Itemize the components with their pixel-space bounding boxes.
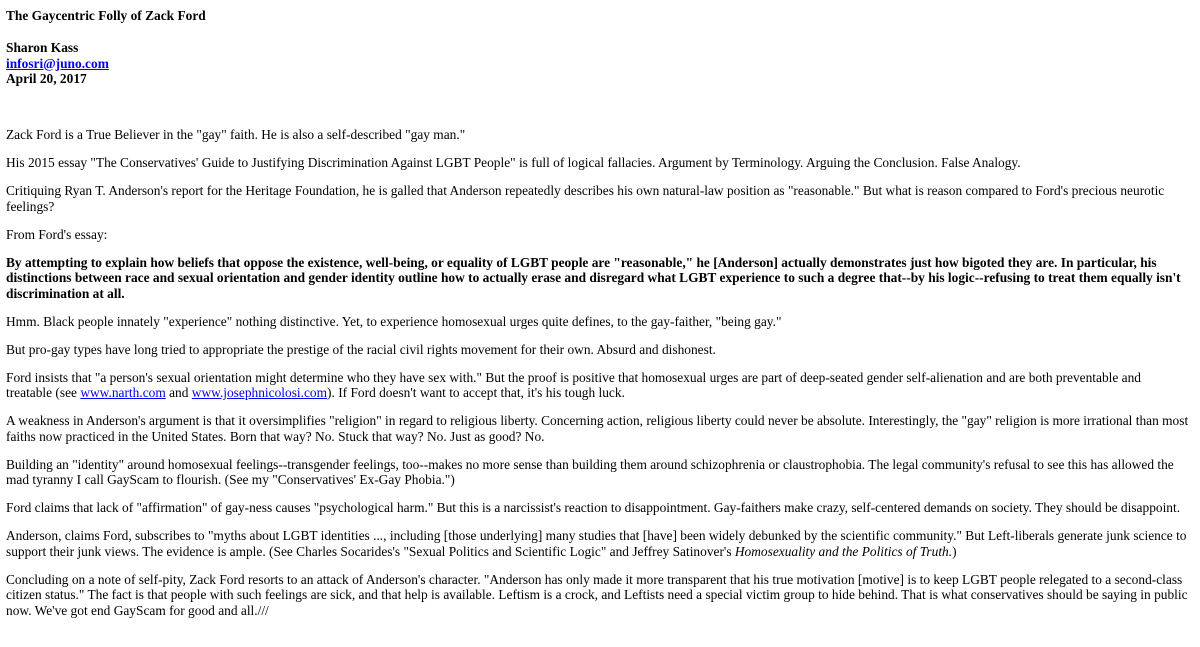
author-block (6, 40, 109, 87)
paragraph-9: Building an "identity" around homosexual feelings--transgender feelings, too--makes no more sense than building them around schizophrenia or claustrophobia. The legal community's refusal to see this has allowed the mad tyranny I call GayScam to flourish. (See my "Conservatives' Ex-Gay Phobia.") (6, 456, 1174, 487)
paragraph-10: Ford claims that lack of "affirmation" of gay-ness causes "psychological harm." But this is a narcissist's reaction to disappointment. Gay-faithers make crazy, self-centered demands on society. They should be disappoint. (6, 500, 1181, 515)
narth-link[interactable]: www.narth.com (80, 385, 166, 400)
josephnicolosi-link[interactable]: www.josephnicolosi.com (191, 385, 328, 400)
paragraph-11-text-b: ) (952, 543, 957, 559)
paragraph-7-text-b: and (165, 385, 192, 400)
article-body (6, 127, 1190, 631)
paragraph-7-text-a: Ford insists that "a person's sexual orientation might determine who they have sex with." But the proof is positive that homosexual urges are part of deep-seated gender self-alienation and are both preventable and treatable (see (6, 369, 1141, 400)
block-quote: By attempting to explain how beliefs that oppose the existence, well-being, or equality of LGBT people are "reasonable," he [Anderson] actually demonstrates just how bigoted they are. In particular, his distinctions between race and sexual orientation and gender identity outline how to actually erase and disregard what LGBT experience to such a degree that--by his logic--refusing to treat them equally isn't discrimination at all. (6, 254, 1181, 301)
paragraph-6: But pro-gay types have long tried to appropriate the prestige of the racial civil rights movement for their own. Absurd and dishonest. (6, 341, 716, 357)
paragraph-7 (6, 370, 1190, 401)
paragraph-7-text-c: ). If Ford doesn't want to accept that, it's his tough luck. (327, 385, 625, 400)
paragraph-4: From Ford's essay: (6, 226, 108, 242)
paragraph-12: Concluding on a note of self-pity, Zack Ford resorts to an attack of Anderson's character. "Anderson has only made it more transparent that his true motivation [motive] is to keep LGBT people relegated to a second-class citizen status." The fact is that people with such feelings are sick, and that help is available. Leftism is a crock, and Leftists need a special victim group to hide behind. That is what conservatives should be saying in public now. We've got end GayScam for good and all./// (6, 571, 1188, 618)
paragraph-1: Zack Ford is a True Believer in the "gay" faith. He is also a self-described "gay man." (6, 127, 466, 142)
book-title-italic: Homosexuality and the Politics of Truth. (734, 543, 953, 559)
paragraph-3: Critiquing Ryan T. Anderson's report for the Heritage Foundation, he is galled that Anderson repeatedly describes his own natural-law position as "reasonable." But what is reason compared to Ford's precious neurotic feelings? (6, 183, 1165, 214)
paragraph-11 (6, 528, 1190, 559)
paragraph-11-text-a: Anderson, claims Ford, subscribes to "myths about LGBT identities ..., including [those underlying] many studies that [have] been widely debunked by the scientific community." But Left-liberals generate junk science to support their junk views. The evidence is ample. (See Charles Socarides's "Sexual Politics and Scientific Logic" and Jeffrey Satinover's (6, 528, 1187, 559)
paragraph-5: Hmm. Black people innately "experience" nothing distinctive. Yet, to experience homosexual urges quite defines, to the gay-faither, "being gay." (6, 313, 782, 329)
article-date: April 20, 2017 (6, 71, 87, 86)
author-email-link[interactable]: infosri@juno.com (6, 55, 109, 71)
paragraph-8: A weakness in Anderson's argument is that it oversimplifies "religion" in regard to religious liberty. Concerning action, religious liberty could never be absolute. Interestingly, the "gay" religion is more irrational than most faiths now practiced in the United States. Born that way? No. Stuck that way? No. Just as good? No. (6, 413, 1189, 444)
article-title: The Gaycentric Folly of Zack Ford (6, 8, 206, 23)
paragraph-2: His 2015 essay "The Conservatives' Guide to Justifying Discrimination Against LGBT People" is full of logical fallacies. Argument by Terminology. Arguing the Conclusion. False Analogy. (6, 155, 1021, 170)
author-name: Sharon Kass (6, 40, 79, 55)
